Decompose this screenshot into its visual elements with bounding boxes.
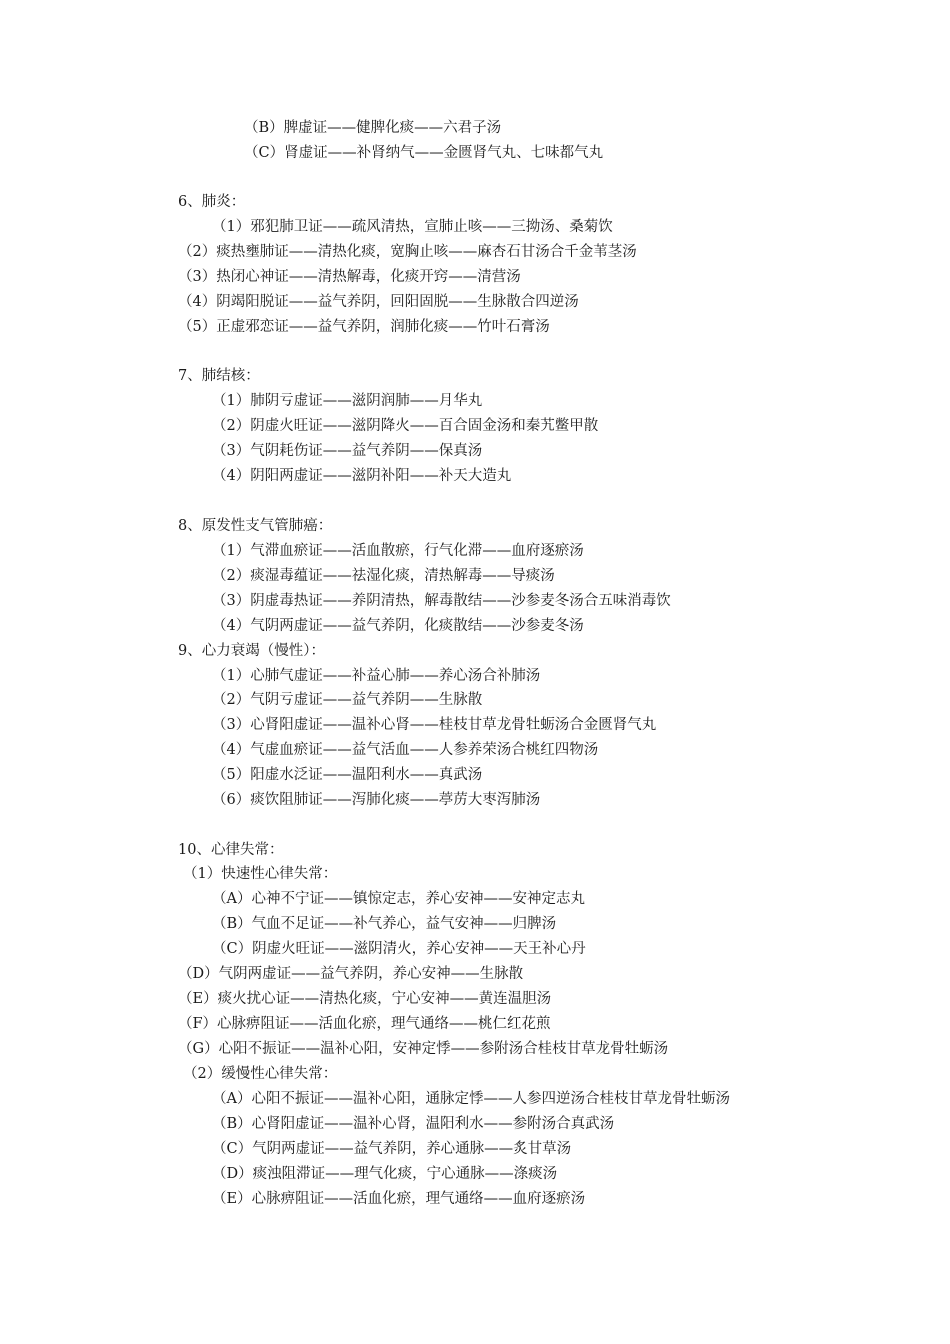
list-item: （C）肾虚证——补肾纳气——金匮肾气丸、七味都气丸 xyxy=(244,145,604,161)
list-item: （D）气阴两虚证——益气养阴，养心安神——生脉散 xyxy=(178,966,524,982)
list-item: （6）痰饮阻肺证——泻肺化痰——葶苈大枣泻肺汤 xyxy=(212,792,541,808)
list-item: （1）气滞血瘀证——活血散瘀，行气化滞——血府逐瘀汤 xyxy=(212,543,584,559)
list-item: （E）痰火扰心证——清热化痰，宁心安神——黄连温胆汤 xyxy=(178,991,552,1007)
section-heading: 10、心律失常： xyxy=(178,842,284,858)
list-item: （A）心神不宁证——镇惊定志，养心安神——安神定志丸 xyxy=(212,891,585,907)
list-item: （4）阴阳两虚证——滋阴补阳——补天大造丸 xyxy=(212,468,512,484)
section-heading: 9、心力衰竭（慢性）： xyxy=(178,643,325,659)
list-item: （5）正虚邪恋证——益气养阴，润肺化痰——竹叶石膏汤 xyxy=(178,319,550,335)
list-item: （3）阴虚毒热证——养阴清热，解毒散结——沙参麦冬汤合五味消毒饮 xyxy=(212,593,671,609)
list-item: （4）阴竭阳脱证——益气养阴，回阳固脱——生脉散合四逆汤 xyxy=(178,294,579,310)
list-item: （2）气阴亏虚证——益气养阴——生脉散 xyxy=(212,692,483,708)
list-item: （1）肺阴亏虚证——滋阴润肺——月华丸 xyxy=(212,393,483,409)
list-item: （3）热闭心神证——清热解毒，化痰开窍——清营汤 xyxy=(178,269,521,285)
list-item: （1）邪犯肺卫证——疏风清热，宣肺止咳——三拗汤、桑菊饮 xyxy=(212,219,613,235)
section-heading: 8、原发性支气管肺癌： xyxy=(178,518,333,534)
list-item: （2）阴虚火旺证——滋阴降火——百合固金汤和秦艽鳖甲散 xyxy=(212,418,599,434)
list-item: （4）气虚血瘀证——益气活血——人参养荣汤合桃红四物汤 xyxy=(212,742,599,758)
list-item: （C）气阴两虚证——益气养阴，养心通脉——炙甘草汤 xyxy=(212,1141,572,1157)
section-heading: 6、肺炎： xyxy=(178,194,246,210)
list-item: （B）心肾阳虚证——温补心肾，温阳利水——参附汤合真武汤 xyxy=(212,1116,615,1132)
list-item: （C）阴虚火旺证——滋阴清火，养心安神——天王补心丹 xyxy=(212,941,586,957)
list-item: （E）心脉痹阻证——活血化瘀，理气通络——血府逐瘀汤 xyxy=(212,1191,586,1207)
list-item: （3）心肾阳虚证——温补心肾——桂枝甘草龙骨牡蛎汤合金匮肾气丸 xyxy=(212,717,657,733)
list-item: （D）痰浊阻滞证——理气化痰，宁心通脉——涤痰汤 xyxy=(212,1166,558,1182)
subsection-heading: （2）缓慢性心律失常： xyxy=(183,1066,338,1082)
list-item: （1）心肺气虚证——补益心肺——养心汤合补肺汤 xyxy=(212,668,541,684)
list-item: （4）气阴两虚证——益气养阴，化痰散结——沙参麦冬汤 xyxy=(212,618,584,634)
list-item: （B）气血不足证——补气养心，益气安神——归脾汤 xyxy=(212,916,557,932)
list-item: （5）阳虚水泛证——温阳利水——真武汤 xyxy=(212,767,483,783)
list-item: （F）心脉痹阻证——活血化瘀，理气通络——桃仁红花煎 xyxy=(178,1016,551,1032)
list-item: （G）心阳不振证——温补心阳，安神定悸——参附汤合桂枝甘草龙骨牡蛎汤 xyxy=(178,1041,669,1057)
list-item: （2）痰湿毒蕴证——祛湿化痰，清热解毒——导痰汤 xyxy=(212,568,555,584)
list-item: （A）心阳不振证——温补心阳，通脉定悸——人参四逆汤合桂枝甘草龙骨牡蛎汤 xyxy=(212,1091,730,1107)
section-heading: 7、肺结核： xyxy=(178,368,260,384)
subsection-heading: （1）快速性心律失常： xyxy=(183,866,338,882)
list-item: （3）气阴耗伤证——益气养阴——保真汤 xyxy=(212,443,483,459)
list-item: （B）脾虚证——健脾化痰——六君子汤 xyxy=(244,120,502,136)
list-item: （2）痰热壅肺证——清热化痰，宽胸止咳——麻杏石甘汤合千金苇茎汤 xyxy=(178,244,637,260)
